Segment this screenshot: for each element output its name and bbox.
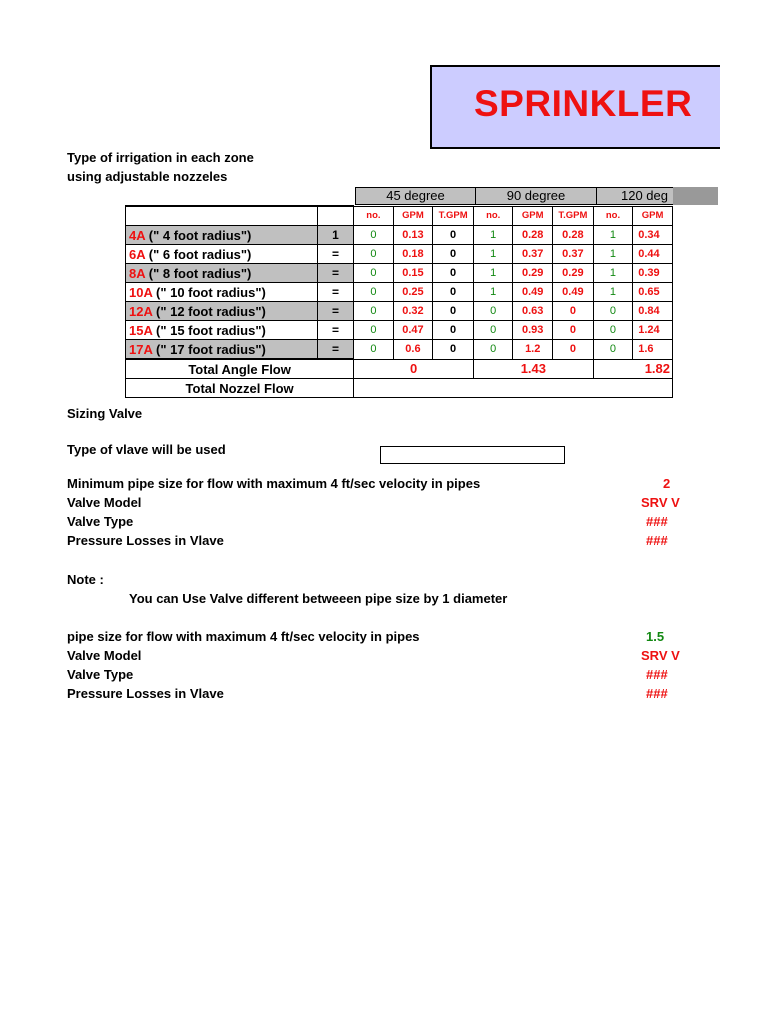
nozzle-table — [125, 205, 673, 398]
cell-tgpm-g45: 0 — [433, 321, 474, 340]
valve-model-value: SRV V — [641, 495, 680, 510]
nozzle-mark: = — [317, 245, 353, 264]
nozzle-code: 4A — [129, 227, 146, 243]
sizing-heading: Sizing Valve — [67, 406, 143, 421]
cell-gpm-g90: 0.49 — [513, 283, 553, 302]
valve-type-3-value: ### — [646, 667, 668, 682]
nozzle-mark: = — [317, 264, 353, 283]
nozzle-label — [126, 340, 318, 360]
table-row — [126, 245, 673, 264]
min-pipe-value: 2 — [663, 476, 671, 491]
header-scroll-edge — [673, 187, 718, 205]
cell-no-g120: 0 — [593, 340, 632, 360]
cell-tgpm-g90: 0 — [553, 302, 594, 321]
nozzle-mark: = — [317, 321, 353, 340]
cell-gpm-g120: 0.44 — [633, 245, 673, 264]
cell-no-g45: 0 — [354, 226, 393, 245]
cell-tgpm-g90: 0.28 — [553, 226, 594, 245]
table-row — [126, 321, 673, 340]
total-nozzel-row — [126, 379, 673, 398]
valve-type-3-label: Valve Type — [67, 667, 134, 682]
subheader-gpm: GPM — [513, 206, 553, 226]
min-pipe-label: Minimum pipe size for flow with maximum 4 ft/sec velocity in pipes — [67, 476, 481, 491]
nozzle-mark: = — [317, 340, 353, 360]
cell-gpm-g45: 0.18 — [393, 245, 433, 264]
nozzle-desc: (" 17 foot radius") — [152, 341, 266, 357]
nozzle-desc: (" 12 foot radius") — [152, 303, 266, 319]
nozzle-mark: = — [317, 302, 353, 321]
cell-gpm-g90: 0.93 — [513, 321, 553, 340]
subheader-gpm: GPM — [633, 206, 673, 226]
valve-type-input[interactable] — [380, 446, 565, 464]
table-row — [126, 283, 673, 302]
nozzle-code: 8A — [129, 265, 146, 281]
cell-gpm-g45: 0.15 — [393, 264, 433, 283]
nozzle-desc: (" 4 foot radius") — [145, 227, 252, 243]
cell-tgpm-g90: 0 — [553, 321, 594, 340]
subheader-blank — [126, 206, 318, 226]
cell-no-g120: 1 — [593, 283, 632, 302]
valve-type2-value: ### — [646, 514, 668, 529]
nozzle-label — [126, 321, 318, 340]
cell-gpm-g45: 0.47 — [393, 321, 433, 340]
table-row — [126, 302, 673, 321]
cell-no-g120: 0 — [593, 321, 632, 340]
subheader-tgpm: T.GPM — [433, 206, 474, 226]
cell-tgpm-g90: 0.37 — [553, 245, 594, 264]
cell-gpm-g120: 1.24 — [633, 321, 673, 340]
cell-no-g45: 0 — [354, 283, 393, 302]
table-row — [126, 264, 673, 283]
subheader-no: no. — [473, 206, 512, 226]
pipe-size-value: 1.5 — [646, 629, 665, 644]
subheader-no: no. — [593, 206, 632, 226]
group-header-90: 90 degree — [475, 187, 597, 205]
nozzle-mark: = — [317, 283, 353, 302]
nozzle-label — [126, 302, 318, 321]
valve-model-2-value: SRV V — [641, 648, 680, 663]
cell-tgpm-g45: 0 — [433, 264, 474, 283]
pressure-loss-label: Pressure Losses in Vlave — [67, 533, 224, 548]
cell-gpm-g45: 0.32 — [393, 302, 433, 321]
cell-gpm-g45: 0.13 — [393, 226, 433, 245]
cell-no-g45: 0 — [354, 340, 393, 360]
cell-no-g45: 0 — [354, 321, 393, 340]
nozzle-code: 15A — [129, 322, 153, 338]
cell-no-g90: 1 — [473, 245, 512, 264]
cell-gpm-g90: 1.2 — [513, 340, 553, 360]
cell-gpm-g120: 1.6 — [633, 340, 673, 360]
intro-line-2: using adjustable nozzeles — [67, 169, 228, 184]
pressure-loss-value: ### — [646, 533, 668, 548]
cell-no-g90: 1 — [473, 264, 512, 283]
group-header-120: 120 deg — [596, 187, 686, 205]
nozzle-label — [126, 245, 318, 264]
cell-tgpm-g45: 0 — [433, 226, 474, 245]
cell-tgpm-g90: 0.49 — [553, 283, 594, 302]
total-angle-45: 0 — [354, 359, 474, 379]
total-angle-row — [126, 359, 673, 379]
table-row — [126, 340, 673, 360]
note-heading: Note : — [67, 572, 104, 587]
subheader-tgpm: T.GPM — [553, 206, 594, 226]
pressure-loss-2-value: ### — [646, 686, 668, 701]
nozzle-code: 17A — [129, 341, 153, 357]
valve-type-label: Type of vlave will be used — [67, 442, 226, 457]
nozzle-label — [126, 226, 318, 245]
valve-model-label: Valve Model — [67, 495, 142, 510]
nozzle-desc: (" 10 foot radius") — [152, 284, 266, 300]
cell-no-g90: 1 — [473, 226, 512, 245]
cell-no-g45: 0 — [354, 245, 393, 264]
note-text: You can Use Valve different betweeen pipe size by 1 diameter — [129, 591, 508, 606]
cell-no-g90: 0 — [473, 340, 512, 360]
nozzle-desc: (" 8 foot radius") — [145, 265, 252, 281]
subheader-blank — [317, 206, 353, 226]
subheader-gpm: GPM — [393, 206, 433, 226]
table-row — [126, 226, 673, 245]
nozzle-desc: (" 15 foot radius") — [152, 322, 266, 338]
cell-no-g120: 0 — [593, 302, 632, 321]
total-angle-90: 1.43 — [473, 359, 593, 379]
cell-tgpm-g45: 0 — [433, 245, 474, 264]
cell-gpm-g90: 0.63 — [513, 302, 553, 321]
cell-tgpm-g45: 0 — [433, 340, 474, 360]
cell-gpm-g90: 0.29 — [513, 264, 553, 283]
nozzle-label — [126, 283, 318, 302]
nozzle-code: 10A — [129, 284, 153, 300]
pipe-size-label: pipe size for flow with maximum 4 ft/sec velocity in pipes — [67, 629, 420, 644]
cell-gpm-g90: 0.28 — [513, 226, 553, 245]
valve-model-2-label: Valve Model — [67, 648, 142, 663]
valve-type2-label: Valve Type — [67, 514, 134, 529]
subheader-row — [126, 206, 673, 226]
cell-no-g45: 0 — [354, 264, 393, 283]
cell-no-g45: 0 — [354, 302, 393, 321]
cell-gpm-g120: 0.65 — [633, 283, 673, 302]
cell-gpm-g120: 0.39 — [633, 264, 673, 283]
nozzle-mark: 1 — [317, 226, 353, 245]
page-title: SPRINKLER — [474, 83, 693, 124]
cell-tgpm-g45: 0 — [433, 302, 474, 321]
cell-no-g90: 0 — [473, 321, 512, 340]
nozzle-code: 12A — [129, 303, 153, 319]
cell-tgpm-g45: 0 — [433, 283, 474, 302]
cell-no-g90: 0 — [473, 302, 512, 321]
cell-no-g120: 1 — [593, 226, 632, 245]
cell-no-g90: 1 — [473, 283, 512, 302]
cell-gpm-g120: 0.34 — [633, 226, 673, 245]
total-angle-label: Total Angle Flow — [126, 359, 354, 379]
cell-gpm-g90: 0.37 — [513, 245, 553, 264]
cell-gpm-g45: 0.25 — [393, 283, 433, 302]
group-header-45: 45 degree — [355, 187, 476, 205]
nozzle-label — [126, 264, 318, 283]
cell-no-g120: 1 — [593, 264, 632, 283]
pressure-loss-2-label: Pressure Losses in Vlave — [67, 686, 224, 701]
total-nozzel-label: Total Nozzel Flow — [126, 379, 354, 398]
cell-gpm-g120: 0.84 — [633, 302, 673, 321]
nozzle-desc: (" 6 foot radius") — [145, 246, 252, 262]
cell-no-g120: 1 — [593, 245, 632, 264]
nozzle-code: 6A — [129, 246, 146, 262]
subheader-no: no. — [354, 206, 393, 226]
total-angle-120: 1.82 — [593, 359, 672, 379]
cell-tgpm-g90: 0.29 — [553, 264, 594, 283]
cell-tgpm-g90: 0 — [553, 340, 594, 360]
total-nozzel-value — [354, 379, 673, 398]
intro-line-1: Type of irrigation in each zone — [67, 150, 254, 165]
cell-gpm-g45: 0.6 — [393, 340, 433, 360]
